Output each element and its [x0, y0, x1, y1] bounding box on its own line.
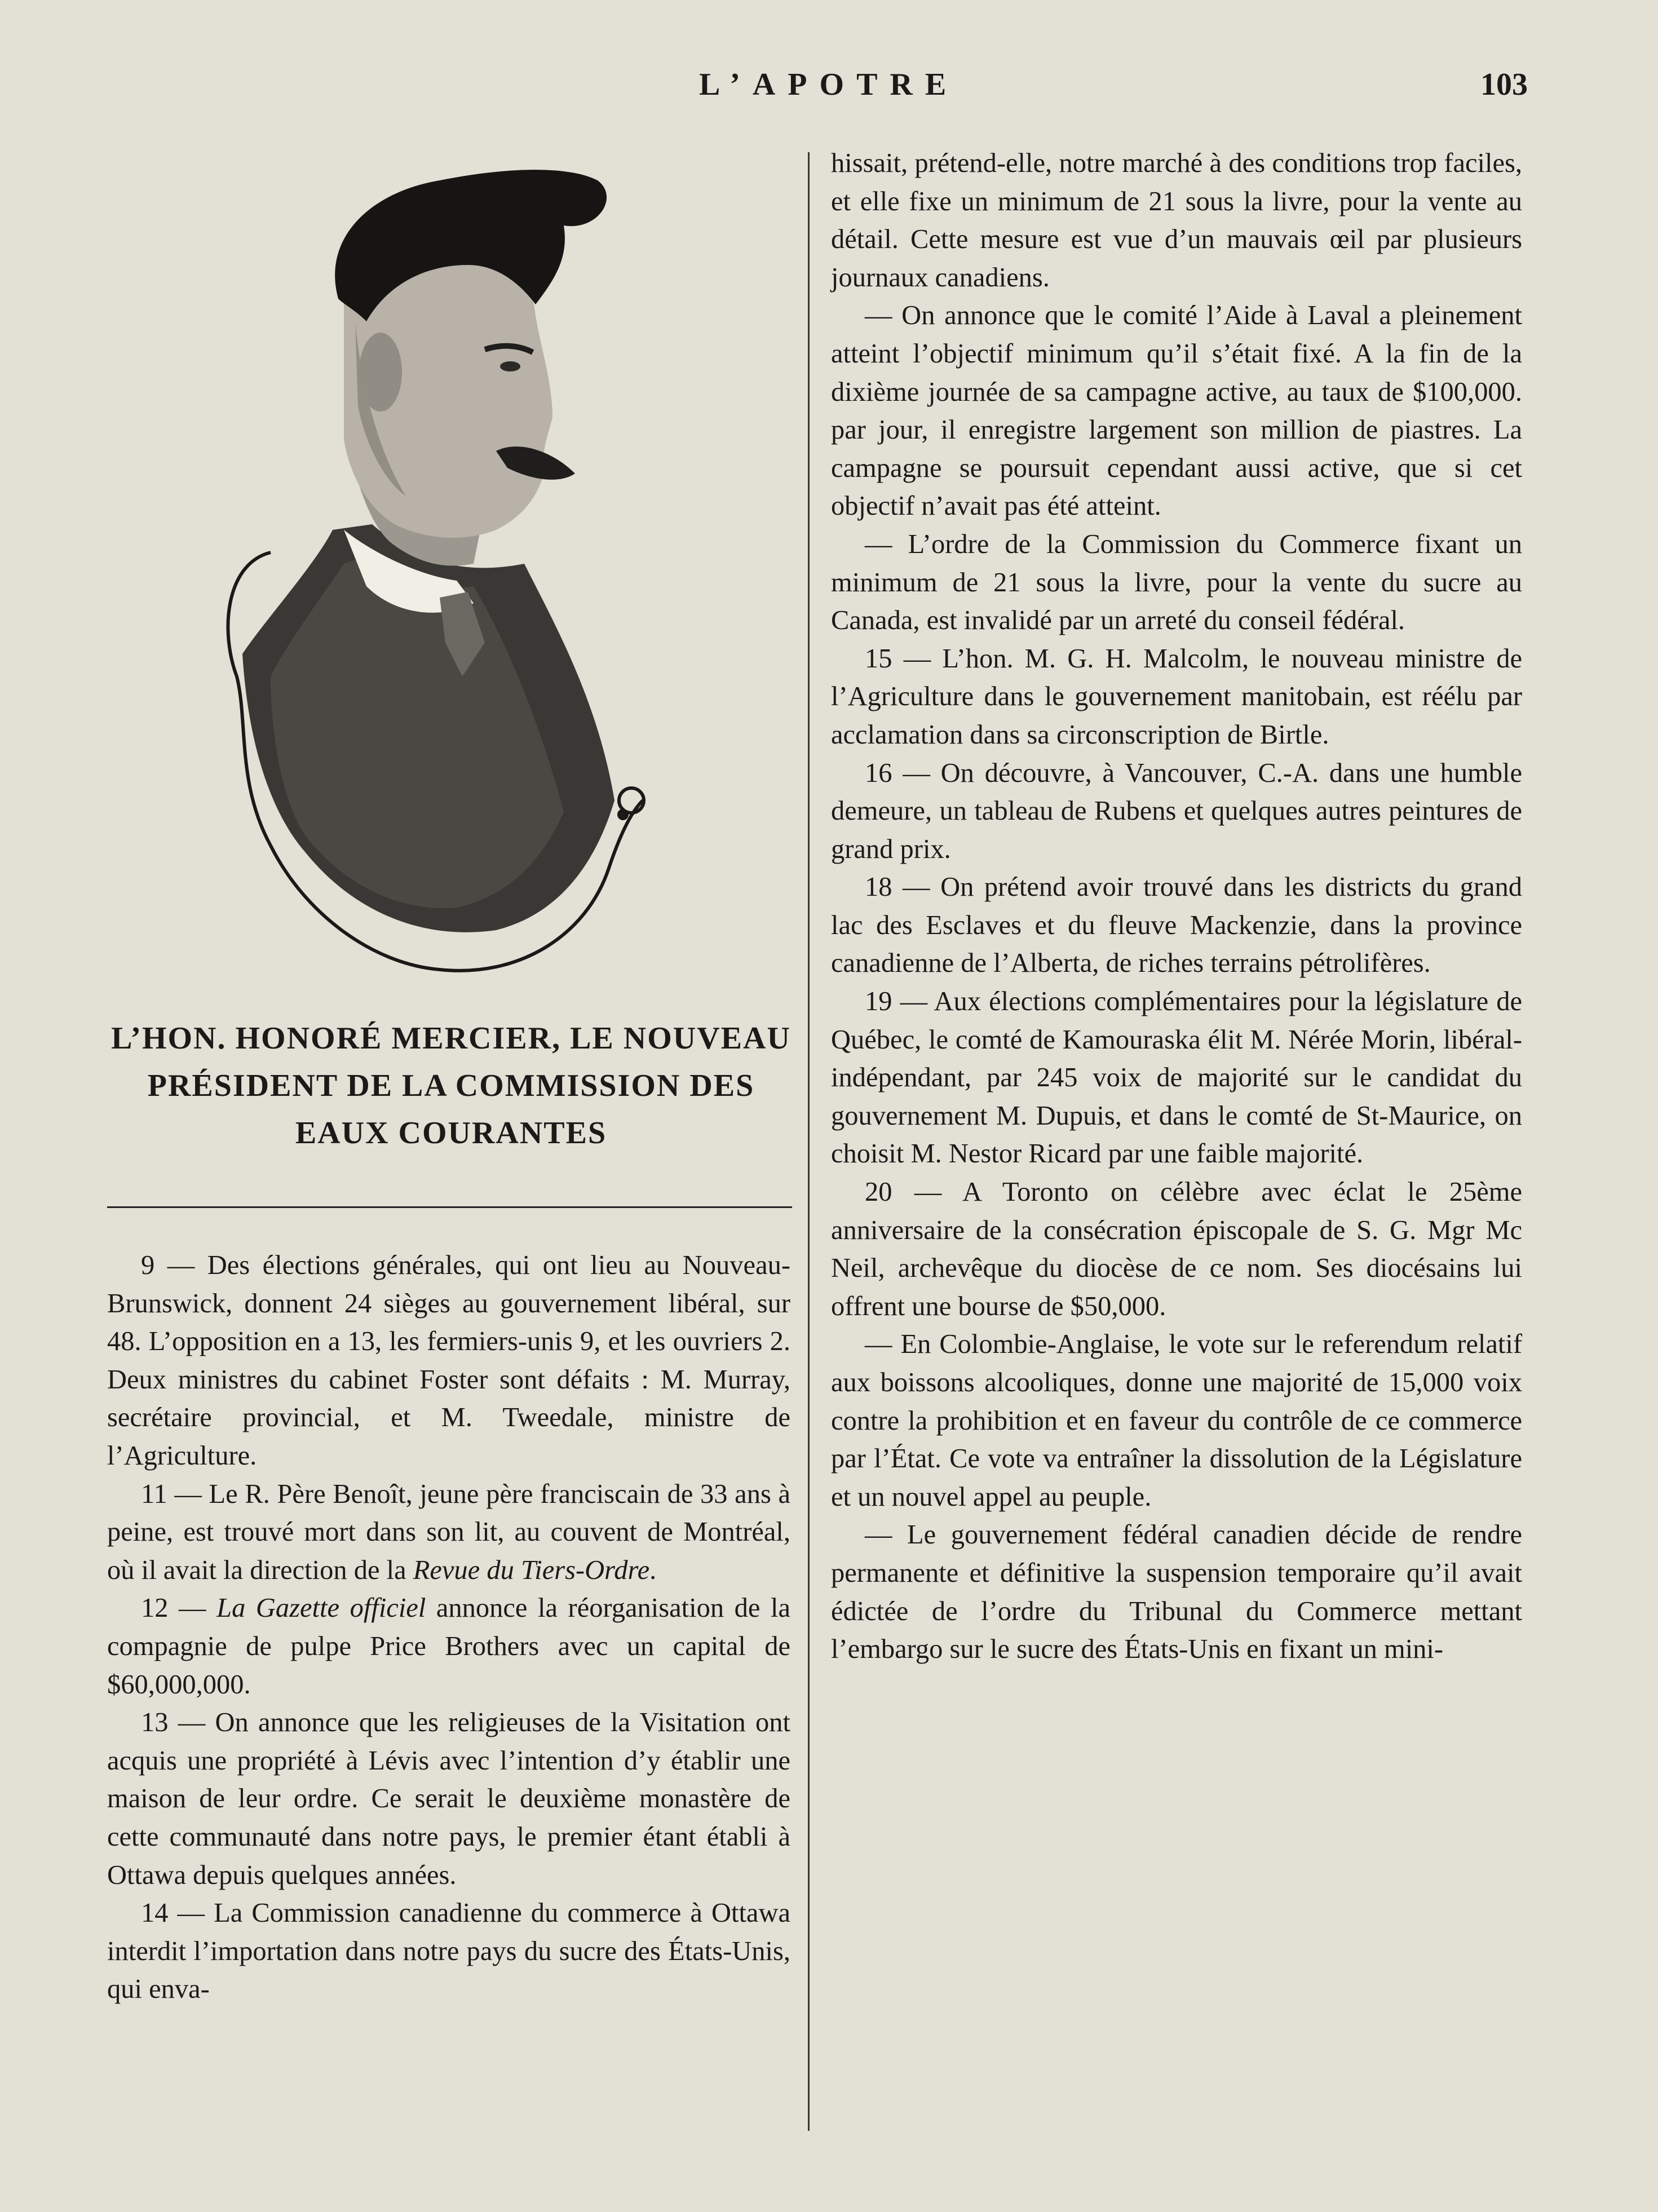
- paragraph: 14 — La Commission canadienne du commerce à Ottawa interdit l’importation dans notre pays du sucre des États-Unis, qui enva-: [107, 1898, 790, 2005]
- paragraph: — On annonce que le comité l’Aide à Laval a pleinement atteint l’objectif minimum qu’il s’était fixé. A la fin de la dixième journée de sa campagne active, au taux de $100,000. par jour, il enregistre largement son million de piastres. La campagne se poursuit cependant aussi active, que si cet objectif n’avait pas été atteint.: [831, 300, 1522, 521]
- paragraph: 13 — On annonce que les religieuses de la Visitation ont acquis une propriété à Lévis avec l’intention d’y établir une maison de leur ordre. Ce serait le deuxième monastère de cette communauté dans notre pays, le premier étant établi à Ottawa depuis quelques années.: [107, 1707, 790, 1890]
- portrait-caption: L’HON. HONORÉ MERCIER, LE NOUVEAU PRÉSIDENT DE LA COMMISSION DES EAUX COURANTES: [111, 1021, 791, 1151]
- paragraph: 19 — Aux élections complémentaires pour la législature de Québec, le comté de Kamouraska élit M. Nérée Morin, libéral-indépendant, par 245 voix de majorité sur le candidat du gouvernement M. Dupuis, et dans le comté de St-Maurice, on choisit M. Nestor Ricard par une faible majorité.: [831, 986, 1522, 1169]
- portrait-engraving-icon: [203, 135, 688, 992]
- paragraph: 18 — On prétend avoir trouvé dans les districts du grand lac des Esclaves et du fleuve Mackenzie, dans la province canadienne de l’Alberta, de riches terrains pétrolifères.: [831, 872, 1522, 979]
- right-column: [831, 144, 1522, 1669]
- left-column: [107, 1246, 790, 2009]
- paragraph: 9 — Des élections générales, qui ont lieu au Nouveau-Brunswick, donnent 24 sièges au gouvernement libéral, sur 48. L’opposition en a 13, les fermiers-unis 9, et les ouvriers 2. Deux ministres du cabinet Foster sont défaits : M. Murray, secrétaire provincial, et M. Tweedale, ministre de l’Agriculture.: [107, 1250, 790, 1471]
- paragraph: 12 — La Gazette officiel annonce la réorganisation de la compagnie de pulpe Price Brothers avec un capital de $60,000,000.: [107, 1593, 790, 1700]
- paragraph: 11 — Le R. Père Benoît, jeune père franciscain de 33 ans à peine, est trouvé mort dans son lit, au couvent de Montréal, où il avait la direction de la Revue du Tiers-Ordre.: [107, 1479, 790, 1585]
- paragraph: — En Colombie-Anglaise, le vote sur le referendum relatif aux boissons alcooliques, donne une majorité de 15,000 voix contre la prohibition et en faveur du contrôle de ce commerce par l’État. Ce vote va entraîner la dissolution de la Législature et un nouvel appel au peuple.: [831, 1329, 1522, 1512]
- paragraph: — L’ordre de la Commission du Commerce fixant un minimum de 21 sous la livre, pour la vente du sucre au Canada, est invalidé par un arreté du conseil fédéral.: [831, 529, 1522, 636]
- paragraph: 20 — A Toronto on célèbre avec éclat le 25ème anniversaire de la consécration épiscopale de S. G. Mgr Mc Neil, archevêque du diocèse de ce nom. Ses diocésains lui offrent une bourse de $50,000.: [831, 1177, 1522, 1321]
- paragraph: — Le gouvernement fédéral canadien décide de rendre permanente et définitive la suspension temporaire qu’il avait édictée de l’ordre du Tribunal du Commerce mettant l’embargo sur le sucre des États-Unis en fixant un mini-: [831, 1520, 1522, 1665]
- paragraph: 16 — On découvre, à Vancouver, C.-A. dans une humble demeure, un tableau de Rubens et quelques autres peintures de grand prix.: [831, 758, 1522, 864]
- caption-divider: [107, 1206, 792, 1208]
- paragraph: 15 — L’hon. M. G. H. Malcolm, le nouveau ministre de l’Agriculture dans le gouvernement manitobain, est réélu par acclamation dans sa circonscription de Birtle.: [831, 643, 1522, 750]
- page-number: 103: [1480, 67, 1528, 102]
- paragraph: hissait, prétend-elle, notre marché à des conditions trop faciles, et elle fixe un minimum de 21 sous la livre, pour la vente au détail. Cette mesure est vue d’un mauvais œil par plusieurs journaux canadiens.: [831, 148, 1522, 293]
- column-divider: [808, 152, 810, 2131]
- running-title: L’APOTRE: [699, 67, 959, 102]
